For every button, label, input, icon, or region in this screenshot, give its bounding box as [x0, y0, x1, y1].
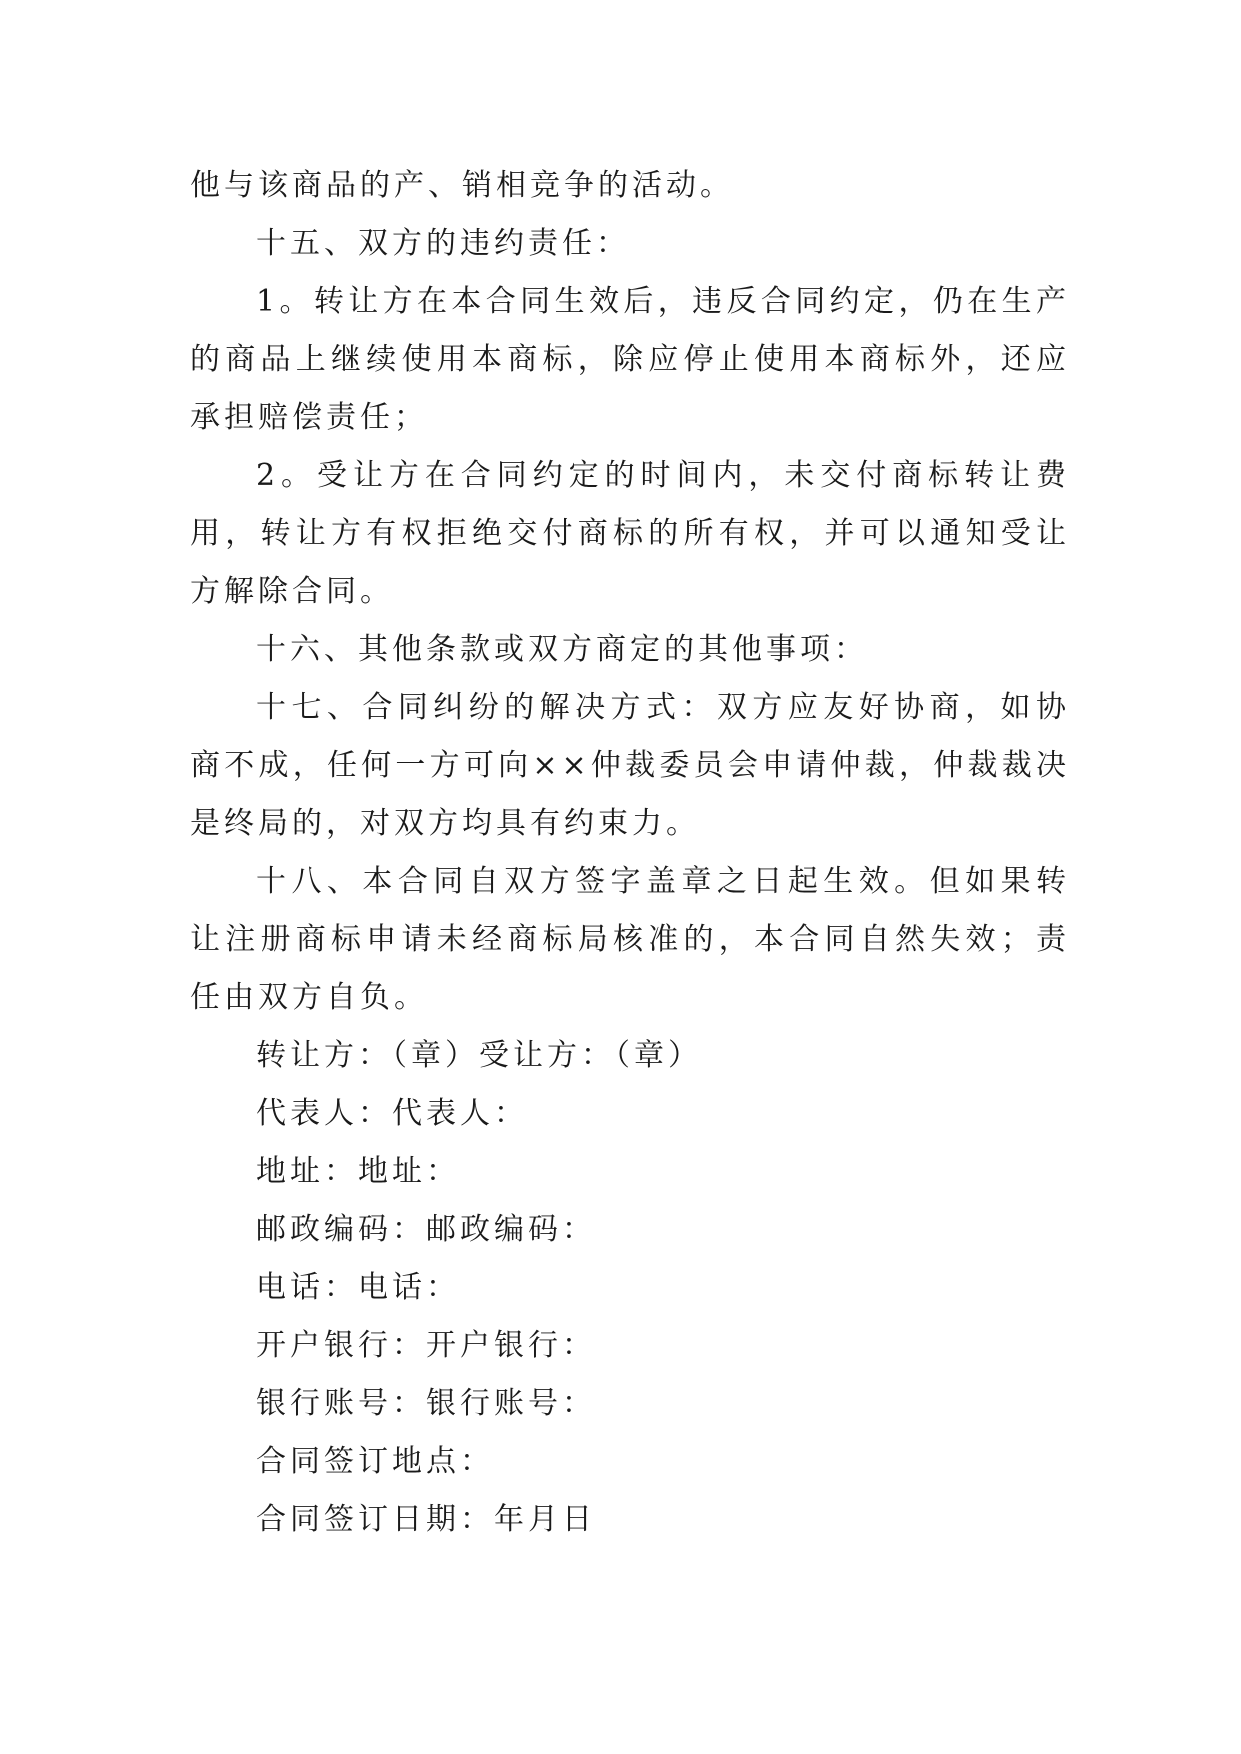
clause-18: 十八、本合同自双方签字盖章之日起生效。但如果转让注册商标申请未经商标局核准的，本合同自然失效；责任由双方自负。	[190, 864, 1070, 1015]
signature-representative: 代表人：代表人：	[256, 1096, 528, 1131]
signature-parties: 转让方：（章）受让方：（章）	[256, 1038, 702, 1073]
signature-signing-date: 合同签订日期：年月日	[256, 1502, 596, 1537]
signature-postal-code: 邮政编码：邮政编码：	[256, 1212, 596, 1247]
signature-bank: 开户银行：开户银行：	[256, 1328, 596, 1363]
paragraph-continuation: 他与该商品的产、销相竞争的活动。	[190, 168, 734, 203]
clause-16: 十六、其他条款或双方商定的其他事项：	[256, 632, 868, 667]
document-body	[190, 157, 1070, 1549]
clause-15-item-1: 1。转让方在本合同生效后，违反合同约定，仍在生产的商品上继续使用本商标，除应停止使用本商标外，还应承担赔偿责任；	[190, 284, 1070, 435]
signature-signing-place: 合同签订地点：	[256, 1444, 494, 1479]
signature-bank-account: 银行账号：银行账号：	[256, 1386, 596, 1421]
signature-address: 地址：地址：	[256, 1154, 460, 1189]
signature-phone: 电话：电话：	[256, 1270, 460, 1305]
clause-15-heading: 十五、双方的违约责任：	[256, 226, 630, 261]
clause-15-item-2: 2。受让方在合同约定的时间内，未交付商标转让费用，转让方有权拒绝交付商标的所有权，并可以通知受让方解除合同。	[190, 458, 1070, 609]
clause-17: 十七、合同纠纷的解决方式：双方应友好协商，如协商不成，任何一方可向××仲裁委员会申请仲裁，仲裁裁决是终局的，对双方均具有约束力。	[190, 690, 1070, 841]
